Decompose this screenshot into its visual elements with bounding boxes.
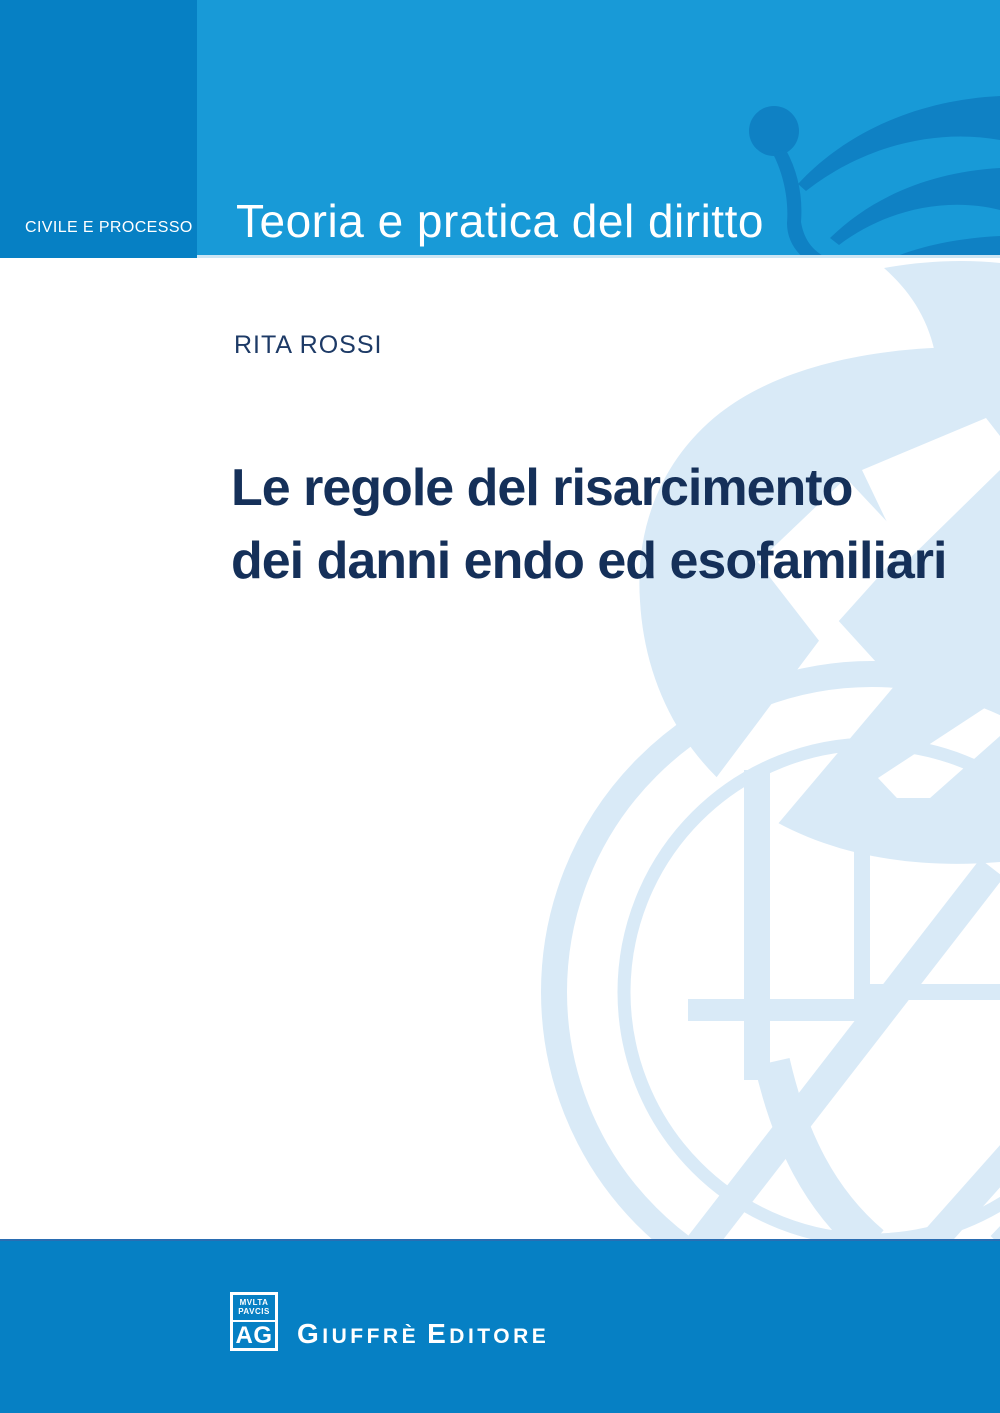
book-title-line1: Le regole del risarcimento xyxy=(231,459,853,517)
publisher-logo-motto-line1: MVLTA xyxy=(239,1298,269,1307)
publisher-name xyxy=(297,1318,549,1350)
series-title: Teoria e pratica del diritto xyxy=(236,195,764,247)
category-label: CIVILE E PROCESSO xyxy=(25,219,193,236)
book-title-line2: dei danni endo ed esofamiliari xyxy=(231,532,947,590)
publisher-name-rest2: DITORE xyxy=(449,1325,550,1348)
publisher-name-initial2: E xyxy=(427,1318,450,1349)
publisher-name-initial1: G xyxy=(297,1318,323,1349)
author-name: RITA ROSSI xyxy=(234,331,383,359)
book-title xyxy=(231,452,947,598)
publisher-logo-motto xyxy=(233,1295,275,1322)
publisher-logo xyxy=(230,1292,278,1351)
publisher-logo-initials: AG xyxy=(235,1322,273,1349)
publisher-logo-motto-line2: PAVCIS xyxy=(238,1307,270,1316)
publisher-name-rest1: IUFFRÈ xyxy=(322,1325,420,1348)
